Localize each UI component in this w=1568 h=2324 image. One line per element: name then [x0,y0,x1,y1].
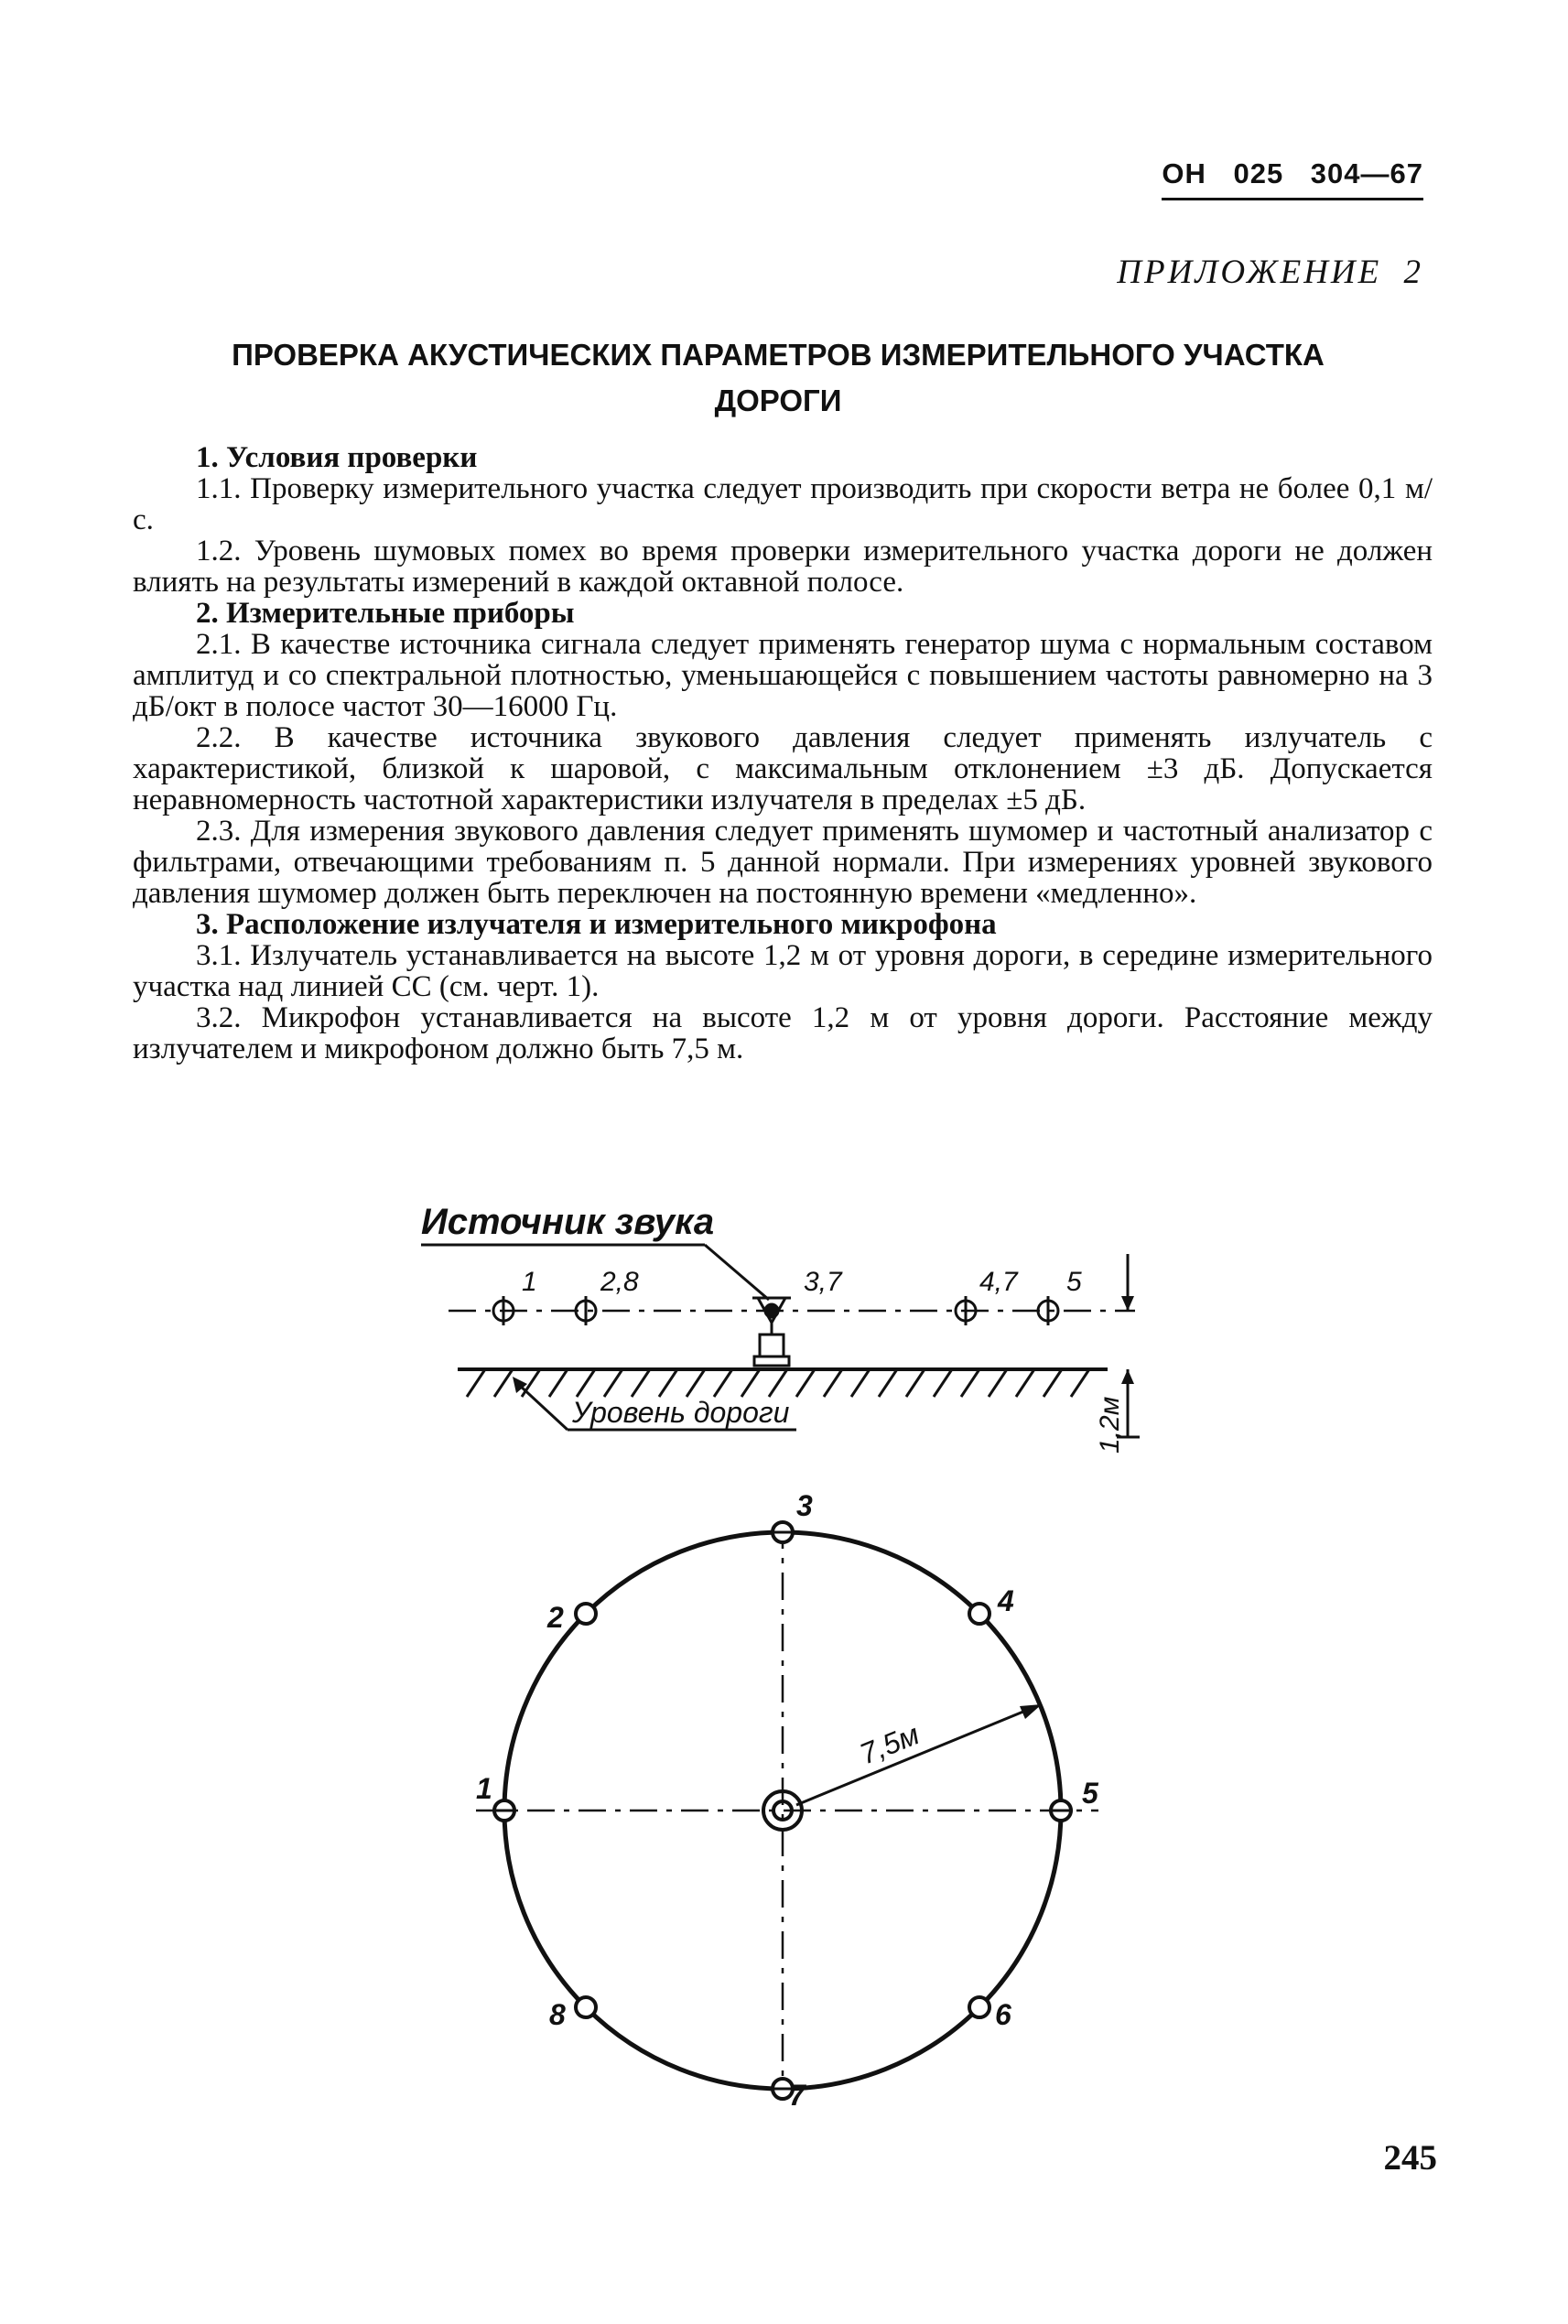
circle-label-6: 6 [995,1998,1011,2031]
circle-label-1: 1 [476,1772,492,1805]
paragraph-2-1: 2.1. В качестве источника сигнала следует применять генератор шума с нормальным составом амплитуд и со спектральной плотностью, уменьшающейся с повышением частоты равномерно на 3 дБ/окт в полосе частот 30—16000 Гц. [133,628,1433,723]
page-title: ПРОВЕРКА АКУСТИЧЕСКИХ ПАРАМЕТРОВ ИЗМЕРИТЕЛЬНОГО УЧАСТКА ДОРОГИ [232,338,1325,417]
height-arrow-bottom [1121,1369,1134,1384]
appendix-label: ПРИЛОЖЕНИЕ 2 [1117,254,1423,291]
circle-label-8: 8 [549,1998,566,2031]
plan-mic-2 [576,1604,596,1624]
circle-label-2: 2 [547,1601,564,1634]
paragraph-2-3: 2.3. Для измерения звукового давления следует применять шумомер и частотный анализатор с фильтрами, отвечающими требованиям п. 5 данной нормали. При измерениях уровней звукового давления шумомер должен быть переключен на постоянную времени «медленно». [133,815,1433,910]
side-label-5: 5 [1066,1267,1082,1297]
height-arrow-top [1121,1296,1134,1311]
side-mic-5 [1038,1296,1058,1325]
paragraph-3-1: 3.1. Излучатель устанавливается на высоте 1,2 м от уровня дороги, в середине измерительного участка над линией СС (см. черт. 1). [133,939,1433,1003]
body-text [133,442,1433,1065]
plan-mic-4 [969,1604,989,1624]
road-hatching [467,1369,1089,1397]
section-heading-3: 3. Расположение излучателя и измерительного микрофона [196,908,997,941]
side-label-3-7: 3,7 [804,1267,842,1297]
section-heading-2: 2. Измерительные приборы [196,597,575,630]
paragraph-1-1: 1.1. Проверку измерительного участка следует производить при скорости ветра не более 0,1 м/с. [133,472,1433,536]
circle-label-4: 4 [998,1584,1014,1617]
document-code: ОН 025 304—67 [1162,157,1423,200]
sound-source-icon [752,1298,791,1366]
radius-arrow [1020,1704,1042,1719]
plan-mic-8 [576,1997,596,2017]
circle-label-7: 7 [789,2079,806,2105]
side-label-2-8: 2,8 [600,1267,639,1297]
road-leader-line [518,1384,568,1430]
side-label-4-7: 4,7 [979,1267,1018,1297]
plan-mic-3 [771,1522,795,1542]
source-leader-line [705,1245,769,1300]
radius-label: 7,5м [855,1717,925,1771]
radius-line [796,1707,1034,1805]
plan-mic-6 [969,1997,989,2017]
paragraph-3-2: 3.2. Микрофон устанавливается на высоте 1,2 м от уровня дороги. Расстояние между излучателем и микрофоном должно быть 7,5 м. [133,1001,1433,1065]
page-number: 245 [1383,2138,1437,2178]
plan-mic-1 [492,1800,516,1821]
figure-drawing [394,1190,1199,2105]
circle-label-5: 5 [1082,1777,1098,1810]
paragraph-1-2: 1.2. Уровень шумовых помех во время проверки измерительного участка дороги не должен влиять на результаты измерений в каждой октавной полосе. [133,535,1433,599]
source-label: Источник звука [421,1202,715,1242]
paragraph-2-2: 2.2. В качестве источника звукового давления следует применять излучатель с характеристикой, близкой к шаровой, с максимальным отклонением ±3 дБ. Допускается неравномерность частотной характеристики излучателя в пределах ±5 дБ. [133,721,1433,816]
plan-mic-5 [1049,1800,1073,1821]
plan-view [476,1489,1099,2105]
height-label: 1,2м [1095,1396,1125,1454]
section-heading-1: 1. Условия проверки [196,441,478,474]
circle-label-3: 3 [796,1489,813,1522]
road-label: Уровень дороги [572,1396,790,1429]
side-label-1: 1 [522,1267,537,1297]
